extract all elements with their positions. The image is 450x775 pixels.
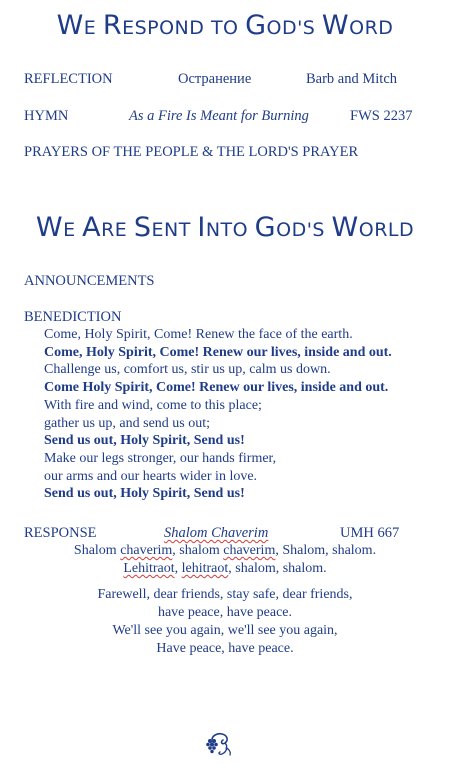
lyric-line: Shalom chaverim, shalom chaverim, Shalom, shalom. [73,543,377,558]
response-number: UMH 667 [340,525,400,541]
heading-word: GOD'S [245,10,322,41]
litany-line: our arms and our hearts wider in love. [44,468,258,484]
heading-word: WE [56,10,103,41]
lyric-line: Lehitraot, lehitraot, shalom, shalom. [123,561,327,576]
lyric-line: have peace, have peace. [157,605,293,620]
misspelled-word: chaverim [120,543,173,558]
hebrew-lyrics [0,542,450,578]
benediction-label: BENEDICTION [24,309,122,325]
misspelled-word: lehitraot [181,561,229,576]
hymn-label: HYMN [24,108,69,124]
grape-vine-ornament-icon [204,730,234,758]
litany-line: Make our legs stronger, our hands firmer, [44,450,277,466]
english-lyrics [0,586,450,658]
heading-word: RESPOND [102,10,211,41]
heading-word: INTO [197,212,255,243]
litany-line-response: Come Holy Spirit, Come! Renew our lives, inside and out. [44,380,389,396]
misspelled-word: Lehitraot [123,561,175,576]
reflection-leaders: Barb and Mitch [306,71,398,87]
announcements-label: ANNOUNCEMENTS [24,273,155,289]
hymn-row [24,106,426,126]
litany-line: gather us up, and send us out; [44,415,211,431]
heading-word: GOD'S [254,212,332,243]
reflection-row [24,69,426,89]
litany-line-response: Send us out, Holy Spirit, Send us! [44,486,245,502]
prayers-label: PRAYERS OF THE PEOPLE & THE LORD'S PRAYER [24,144,359,160]
heading-word: ARE [82,212,134,243]
response-title: Shalom Chaverim [164,525,269,541]
heading-word: WE [35,212,83,243]
heading-word: WORD [321,10,394,41]
section-heading-respond [0,10,450,41]
heading-word: SENT [133,212,198,243]
lyric-line: Farewell, dear friends, stay safe, dear friends, [97,587,353,602]
hymn-number: FWS 2237 [350,108,413,124]
lyric-line: Have peace, have peace. [156,641,294,656]
section-heading-sent [0,212,450,243]
litany-line: With fire and wind, come to this place; [44,397,262,413]
litany-line-response: Come, Holy Spirit, Come! Renew our lives, inside and out. [44,344,392,360]
hymn-title: As a Fire Is Meant for Burning [129,108,309,124]
litany-line-response: Send us out, Holy Spirit, Send us! [44,433,245,449]
heading-word: WORLD [331,212,415,243]
misspelled-word: chaverim [223,543,276,558]
reflection-title: Остранение [178,71,252,87]
response-label: RESPONSE [24,525,97,541]
response-row [24,523,426,543]
lyric-line: We'll see you again, we'll see you again, [112,623,338,638]
heading-word: TO [210,17,246,39]
reflection-label: REFLECTION [24,71,113,87]
litany-line: Come, Holy Spirit, Come! Renew the face of the earth. [44,327,353,342]
litany-line: Challenge us, comfort us, stir us up, calm us down. [44,362,331,378]
benediction-litany [44,326,392,503]
